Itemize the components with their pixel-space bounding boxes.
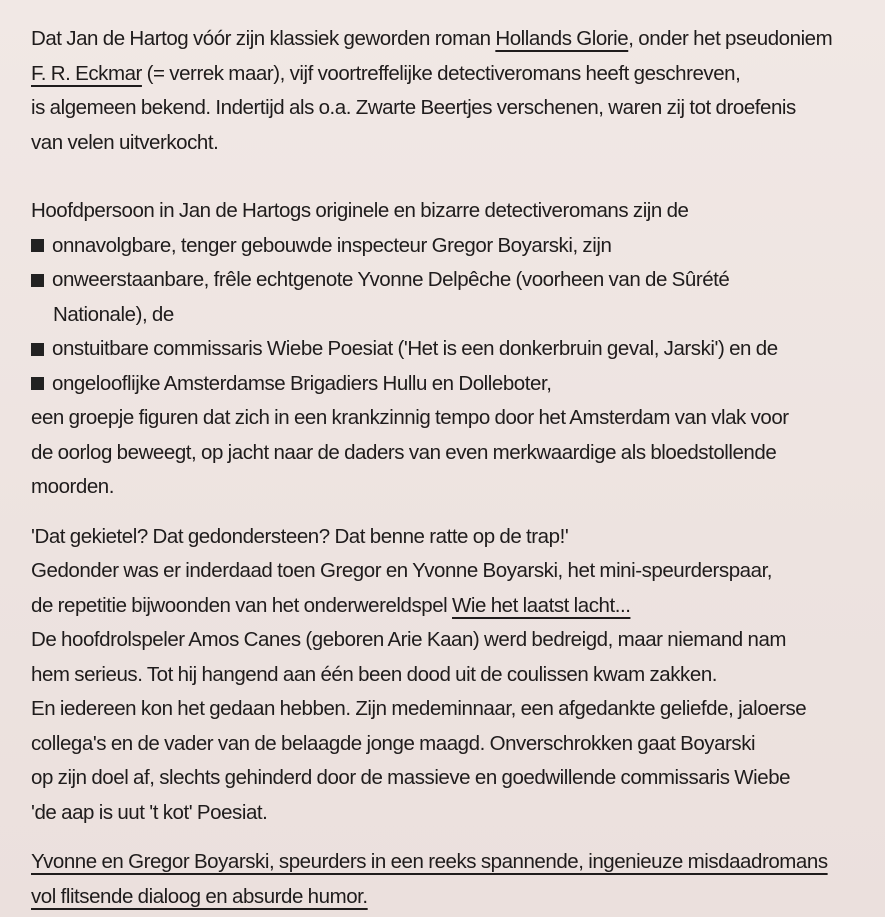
bullet-item bbox=[31, 229, 865, 264]
paragraph-gap bbox=[31, 160, 865, 194]
text-line: 'de aap is uut 't kot' Poesiat. bbox=[31, 800, 268, 824]
bullet-text: onweerstaanbare, frêle echtgenote Yvonne Delpêche (voorheen van de Sûrété bbox=[52, 268, 730, 291]
text-line: is algemeen bekend. Indertijd als o.a. Zwarte Beertjes verschenen, waren zij tot droefenis bbox=[31, 96, 796, 119]
text-line: op zijn doel af, slechts gehinderd door de massieve en goedwillende commissaris Wiebe bbox=[31, 766, 791, 789]
paragraph-tagline bbox=[31, 845, 865, 914]
underlined-title-hollands-glorie: Hollands Glorie bbox=[495, 27, 629, 50]
bullet-item bbox=[31, 367, 865, 402]
tagline-line bbox=[31, 845, 865, 880]
text-span: (= verrek maar), vijf voortreffelijke detectiveromans heeft geschreven, bbox=[141, 61, 741, 85]
paragraph-plot bbox=[31, 520, 865, 831]
paragraph-intro bbox=[31, 22, 865, 160]
text-line: een groepje figuren dat zich in een krankzinnig tempo door het Amsterdam van vlak voor bbox=[31, 406, 789, 429]
text-line: Gedonder was er inderdaad toen Gregor en Yvonne Boyarski, het mini-speurderspaar, bbox=[31, 559, 773, 582]
text-line: moorden. bbox=[31, 475, 115, 498]
text-line: 'Dat gekietel? Dat gedondersteen? Dat benne ratte op de trap!' bbox=[31, 524, 569, 548]
text-span: , onder het pseudoniem bbox=[628, 27, 833, 50]
text-line: hem serieus. Tot hij hangend aan één been dood uit de coulissen kwam zakken. bbox=[31, 662, 718, 686]
text-span: Dat Jan de Hartog vóór zijn klassiek geworden roman bbox=[31, 27, 496, 50]
text-line bbox=[31, 589, 865, 624]
bullet-text: ongelooflijke Amsterdamse Brigadiers Hullu en Dolleboter, bbox=[52, 371, 552, 395]
tagline-line bbox=[31, 880, 865, 915]
text-line: En iedereen kon het gedaan hebben. Zijn medeminnaar, een afgedankte geliefde, jaloerse bbox=[31, 697, 807, 720]
paragraph-gap bbox=[31, 830, 865, 845]
bullet-item bbox=[31, 332, 865, 367]
paragraph-characters bbox=[31, 194, 865, 505]
bullet-continuation: Nationale), de bbox=[53, 302, 174, 326]
bullet-item bbox=[31, 263, 865, 298]
underlined-title-wie-het-laatst-lacht: Wie het laatst lacht... bbox=[452, 593, 631, 617]
text-line bbox=[31, 57, 865, 92]
text-line: de oorlog beweegt, op jacht naar de daders van even merkwaardige als bloedstollende bbox=[31, 440, 777, 464]
square-bullet-icon bbox=[31, 239, 44, 252]
text-line: Hoofdpersoon in Jan de Hartogs originele en bizarre detectiveromans zijn de bbox=[31, 199, 689, 222]
paragraph-gap bbox=[31, 505, 865, 520]
text-line: van velen uitverkocht. bbox=[31, 130, 219, 154]
square-bullet-icon bbox=[31, 343, 44, 356]
text-line: De hoofdrolspeler Amos Canes (geboren Arie Kaan) werd bedreigd, maar niemand nam bbox=[31, 628, 787, 651]
text-line bbox=[31, 22, 865, 57]
underlined-tagline: Yvonne en Gregor Boyarski, speurders in een reeks spannende, ingenieuze misdaadromans bbox=[31, 850, 828, 873]
text-span: de repetitie bijwoonden van het onderwereldspel bbox=[31, 593, 453, 617]
text-line: collega's en de vader van de belaagde jonge maagd. Onverschrokken gaat Boyarski bbox=[31, 731, 756, 755]
square-bullet-icon bbox=[31, 274, 44, 287]
bullet-text: onstuitbare commissaris Wiebe Poesiat ('Het is een donkerbruin geval, Jarski') en de bbox=[52, 337, 778, 360]
underlined-pseudonym: F. R. Eckmar bbox=[31, 61, 142, 85]
underlined-tagline: vol flitsende dialoog en absurde humor. bbox=[31, 884, 368, 908]
bullet-text: onnavolgbare, tenger gebouwde inspecteur Gregor Boyarski, zijn bbox=[52, 233, 612, 257]
square-bullet-icon bbox=[31, 377, 44, 390]
